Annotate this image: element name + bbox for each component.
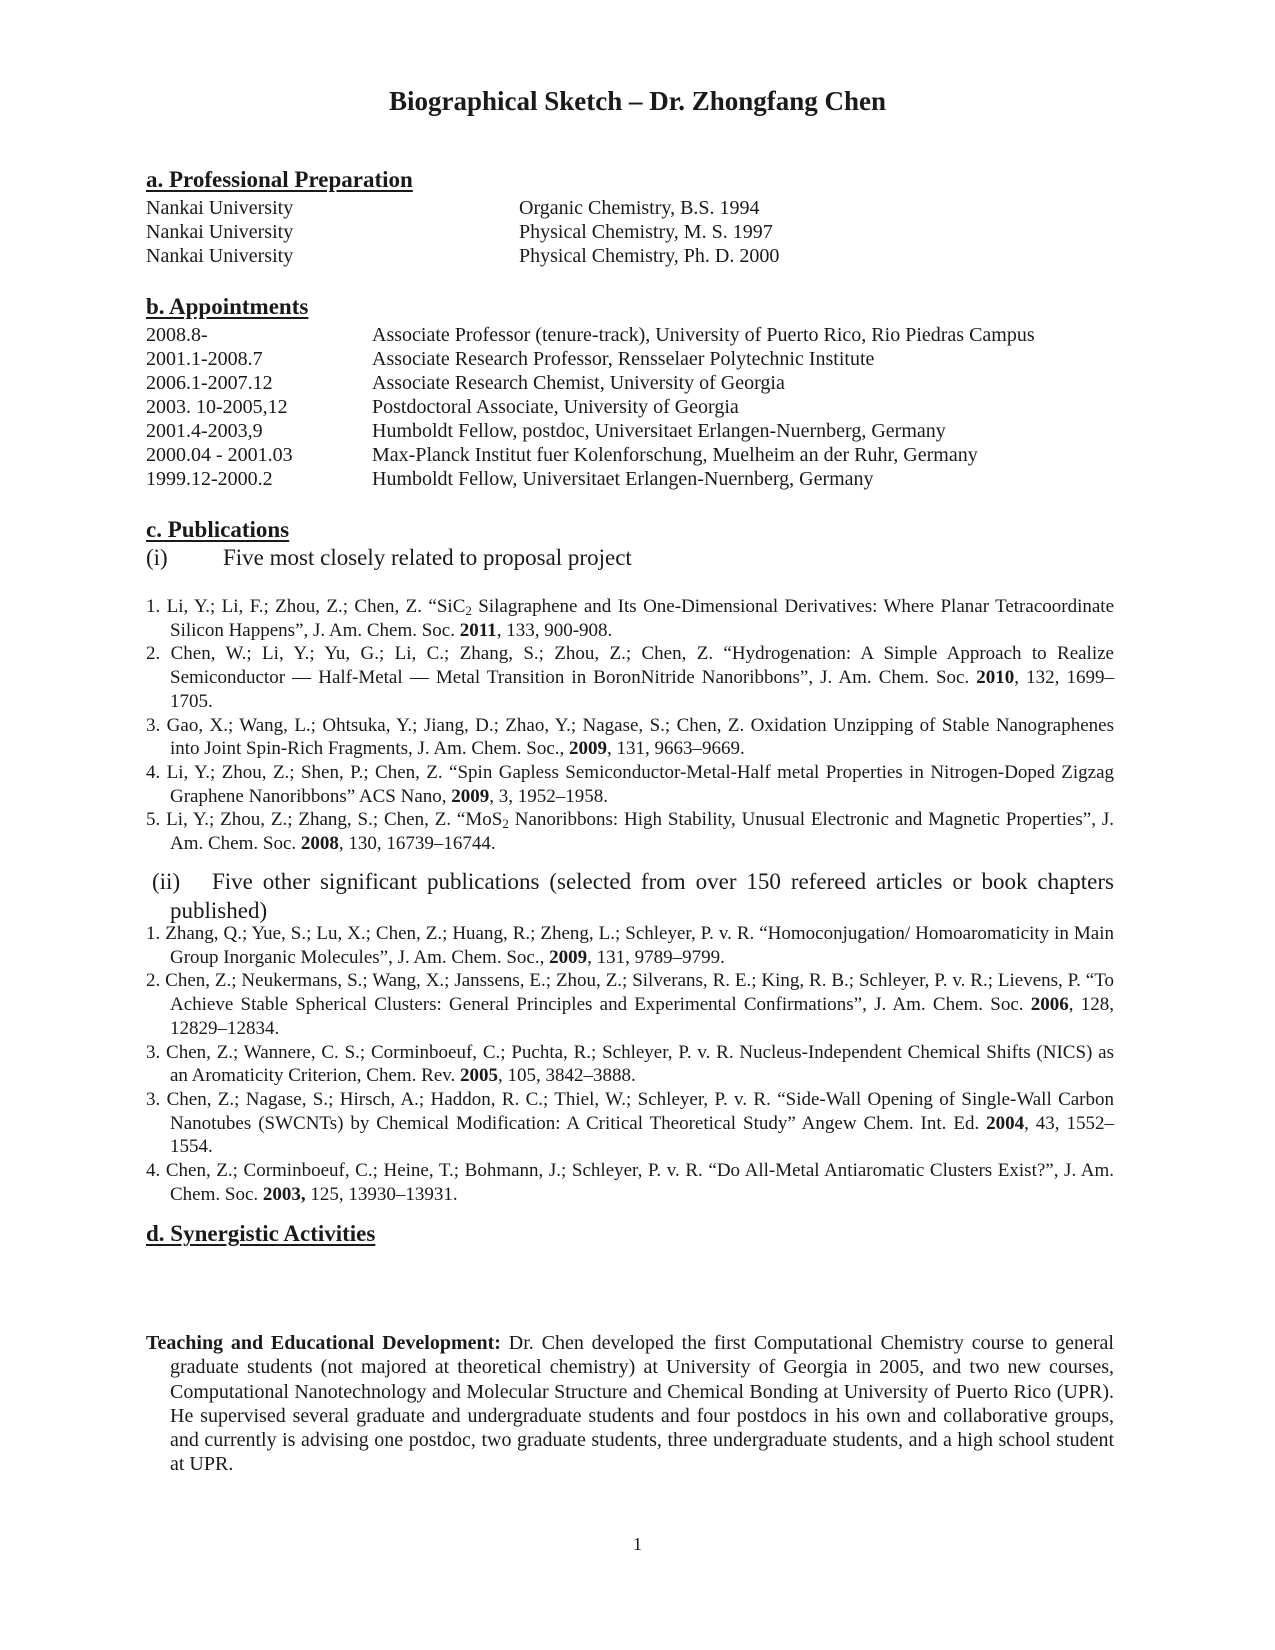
section-heading-synergistic: d. Synergistic Activities — [146, 1221, 376, 1246]
group-title: Five other significant publications (selected from over 150 refereed articles or book chapters published) — [170, 869, 1114, 923]
page-number: 1 — [633, 1534, 642, 1554]
publication-item: 4. Chen, Z.; Corminboeuf, C.; Heine, T.; Bohmann, J.; Schleyer, P. v. R. “Do All-Metal Antiaromatic Clusters Exist?”, J. Am. Chem. Soc. 2003, 125, 13930–13931. — [146, 1160, 1114, 1205]
publications-group-2-heading — [146, 867, 1114, 925]
publication-item: 3. Chen, Z.; Nagase, S.; Hirsch, A.; Haddon, R. C.; Thiel, W.; Schleyer, P. v. R. “Side-Wall Opening of Single-Wall Carbon Nanotubes (SWCNTs) by Chemical Modification: A Critical Theoretical Study” Angew Chem. Int. Ed. 2004, 43, 1552–1554. — [146, 1088, 1114, 1158]
degree: Organic Chemistry, B.S. 1994 — [519, 197, 760, 219]
appointment-dates: 2008.8- — [146, 324, 208, 346]
appointment-position: Humboldt Fellow, Universitaet Erlangen-Nuernberg, Germany — [372, 468, 874, 490]
institution: Nankai University — [146, 197, 294, 219]
degree: Physical Chemistry, M. S. 1997 — [519, 221, 773, 243]
publications-group-1-heading — [146, 545, 632, 571]
publication-item: 2. Chen, W.; Li, Y.; Yu, G.; Li, C.; Zhang, S.; Zhou, Z.; Chen, Z. “Hydrogenation: A Simple Approach to Realize Semiconductor — Half-Metal — Metal Transition in BoronNitride Nanoribbons”, J. Am. Chem. Soc. 2010, 132, 1699–1705. — [146, 643, 1114, 712]
appointment-position: Max-Planck Institut fuer Kolenforschung, Muelheim an der Ruhr, Germany — [372, 444, 978, 466]
appointment-position: Humboldt Fellow, postdoc, Universitaet Erlangen-Nuernberg, Germany — [372, 420, 946, 442]
teaching-label: Teaching and Educational Development: — [146, 1332, 501, 1354]
appointment-dates: 2000.04 - 2001.03 — [146, 444, 293, 466]
teaching-text: Dr. Chen developed the first Computational Chemistry course to general graduate students (not majored at theoretical chemistry) at University of Georgia in 2005, and two new courses, Computational Nanotechnology and Molecular Structure and Chemical Bonding at University of Puerto Rico (UPR). He supervised several graduate and undergraduate students and four postdocs in his own and collaborative groups, and currently is advising one postdoc, two graduate students, three undergraduate students, and a high school student at UPR. — [170, 1332, 1114, 1476]
appointment-dates: 2001.1-2008.7 — [146, 348, 263, 370]
publication-item: 5. Li, Y.; Zhou, Z.; Zhang, S.; Chen, Z. “MoS$_2$ Nanoribbons: High Stability, Unusual Electronic and Magnetic Properties”, J. Am. Chem. Soc. 2008, 130, 16739–16744. — [146, 809, 1115, 855]
publication-item: 1. Zhang, Q.; Yue, S.; Lu, X.; Chen, Z.; Huang, R.; Zheng, L.; Schleyer, P. v. R. “Homoconjugation/ Homoaromaticity in Main Group Inorganic Molecules”, J. Am. Chem. Soc., 2009, 131, 9789–9799. — [146, 923, 1114, 968]
section-heading-preparation: a. Professional Preparation — [146, 167, 413, 192]
group-label: (i) — [146, 545, 168, 570]
publications-group-1-list — [146, 595, 1114, 856]
publication-item: 4. Li, Y.; Zhou, Z.; Shen, P.; Chen, Z. “Spin Gapless Semiconductor-Metal-Half metal Properties in Nitrogen-Doped Zigzag Graphene Nanoribbons” ACS Nano, 2009, 3, 1952–1958. — [146, 761, 1114, 807]
publication-item: 1. Li, Y.; Li, F.; Zhou, Z.; Chen, Z. “SiC$_2$ Silagraphene and Its One-Dimensional Derivatives: Where Planar Tetracoordinate Silicon Happens”, J. Am. Chem. Soc. 2011, 133, 900-908. — [146, 596, 1115, 641]
degree: Physical Chemistry, Ph. D. 2000 — [519, 245, 780, 267]
section-heading-appointments: b. Appointments — [146, 294, 309, 319]
institution: Nankai University — [146, 221, 294, 243]
teaching-paragraph — [146, 1331, 1114, 1477]
publications-group-2-list — [146, 922, 1114, 1206]
institution: Nankai University — [146, 245, 294, 267]
appointment-dates: 2006.1-2007.12 — [146, 372, 273, 394]
document-title: Biographical Sketch – Dr. Zhongfang Chen — [388, 86, 887, 116]
appointment-dates: 1999.12-2000.2 — [146, 468, 273, 490]
publication-item: 3. Chen, Z.; Wannere, C. S.; Corminboeuf, C.; Puchta, R.; Schleyer, P. v. R. Nucleus-Independent Chemical Shifts (NICS) as an Aromaticity Criterion, Chem. Rev. 2005, 105, 3842–3888. — [146, 1041, 1114, 1087]
publication-item: 3. Gao, X.; Wang, L.; Ohtsuka, Y.; Jiang, D.; Zhao, Y.; Nagase, S.; Chen, Z. Oxidation Unzipping of Stable Nanographenes into Joint Spin-Rich Fragments, J. Am. Chem. Soc., 2009, 131, 9663–9669. — [146, 714, 1114, 760]
group-title: Five most closely related to proposal project — [223, 545, 632, 570]
appointment-position: Associate Professor (tenure-track), University of Puerto Rico, Rio Piedras Campus — [372, 324, 1035, 346]
publication-item: 2. Chen, Z.; Neukermans, S.; Wang, X.; Janssens, E.; Zhou, Z.; Silverans, R. E.; King, R. B.; Schleyer, P. v. R.; Lievens, P. “To Achieve Stable Spherical Clusters: General Principles and Experimental Confirmations”, J. Am. Chem. Soc. 2006, 128, 12829–12834. — [146, 970, 1115, 1039]
appointment-position: Associate Research Chemist, University of Georgia — [372, 372, 785, 394]
appointment-dates: 2001.4-2003,9 — [146, 420, 263, 442]
appointment-dates: 2003. 10-2005,12 — [146, 396, 288, 418]
section-heading-publications: c. Publications — [146, 517, 290, 542]
group-label: (ii) — [152, 869, 181, 894]
appointment-position: Postdoctoral Associate, University of Georgia — [372, 396, 739, 418]
appointment-position: Associate Research Professor, Rensselaer Polytechnic Institute — [372, 348, 875, 370]
